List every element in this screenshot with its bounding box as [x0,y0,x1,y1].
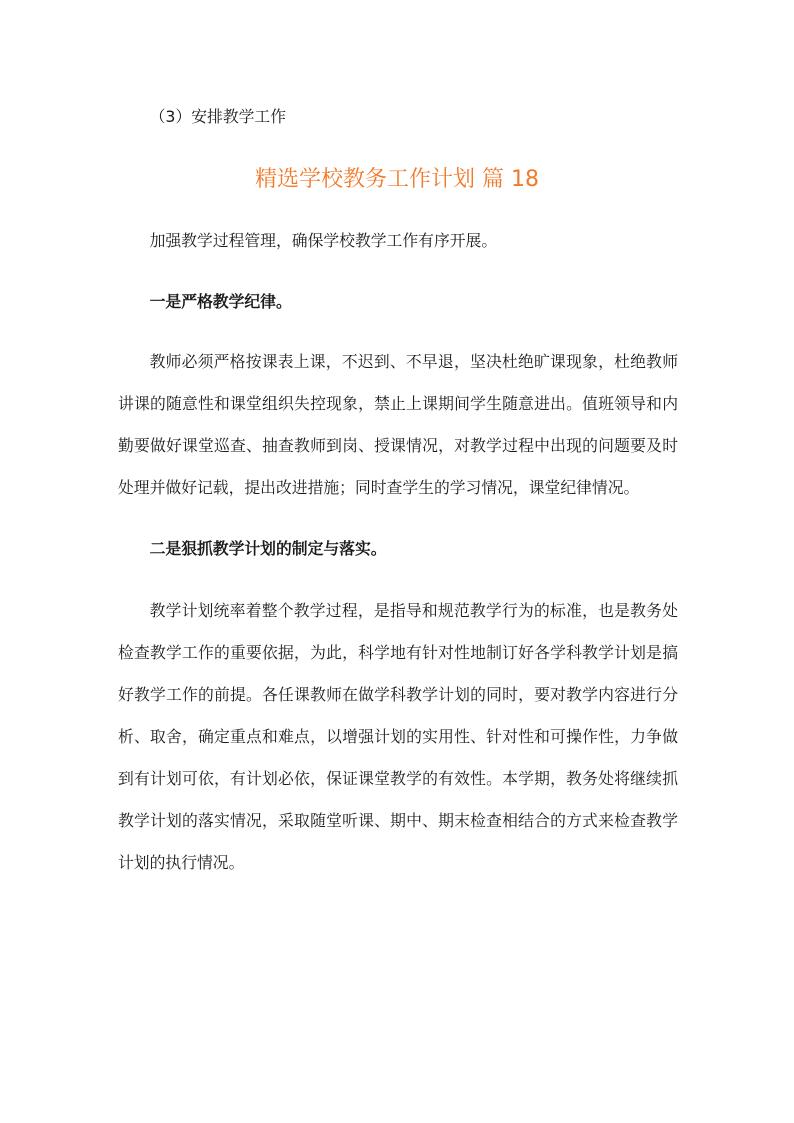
paragraph-line: 析、取舍，确定重点和难点，以增强计划的实用性、针对性和可操作性，力争做 [118,727,678,746]
paragraph-line: 好教学工作的前提。各任课教师在做学科教学计划的同时，要对教学内容进行分 [118,685,678,704]
paragraph-line: 处理并做好记载，提出改进措施；同时查学生的学习情况，课堂纪律情况。 [118,478,640,497]
paragraph-line: 计划的执行情况。 [118,853,245,872]
paragraph-line: 教学计划统率着整个教学过程，是指导和规范教学行为的标准，也是教务处 [149,601,678,620]
paragraph-line: 检查教学工作的重要依据，为此，科学地有针对性地制订好各学科教学计划是搞 [118,643,678,662]
section-heading-discipline: 一是严格教学纪律。 [149,292,292,311]
paragraph-line: 教学计划的落实情况，采取随堂听课、期中、期末检查相结合的方式来检查教学 [118,811,678,830]
paragraph-line: 讲课的随意性和课堂组织失控现象，禁止上课期间学生随意进出。值班领导和内 [118,394,678,413]
intro-paragraph: 加强教学过程管理，确保学校教学工作有序开展。 [149,231,498,250]
item-heading: （3）安排教学工作 [149,107,287,126]
paragraph-line: 教师必须严格按课表上课，不迟到、不早退，坚决杜绝旷课现象，杜绝教师 [149,352,678,371]
paragraph-line: 到有计划可依，有计划必依，保证课堂教学的有效性。本学期，教务处将继续抓 [118,769,678,788]
document-title: 精选学校教务工作计划 篇 18 [255,167,539,192]
paragraph-line: 勤要做好课堂巡查、抽查教师到岗、授课情况，对教学过程中出现的问题要及时 [118,436,678,455]
section-heading-plan: 二是狠抓教学计划的制定与落实。 [149,539,387,558]
